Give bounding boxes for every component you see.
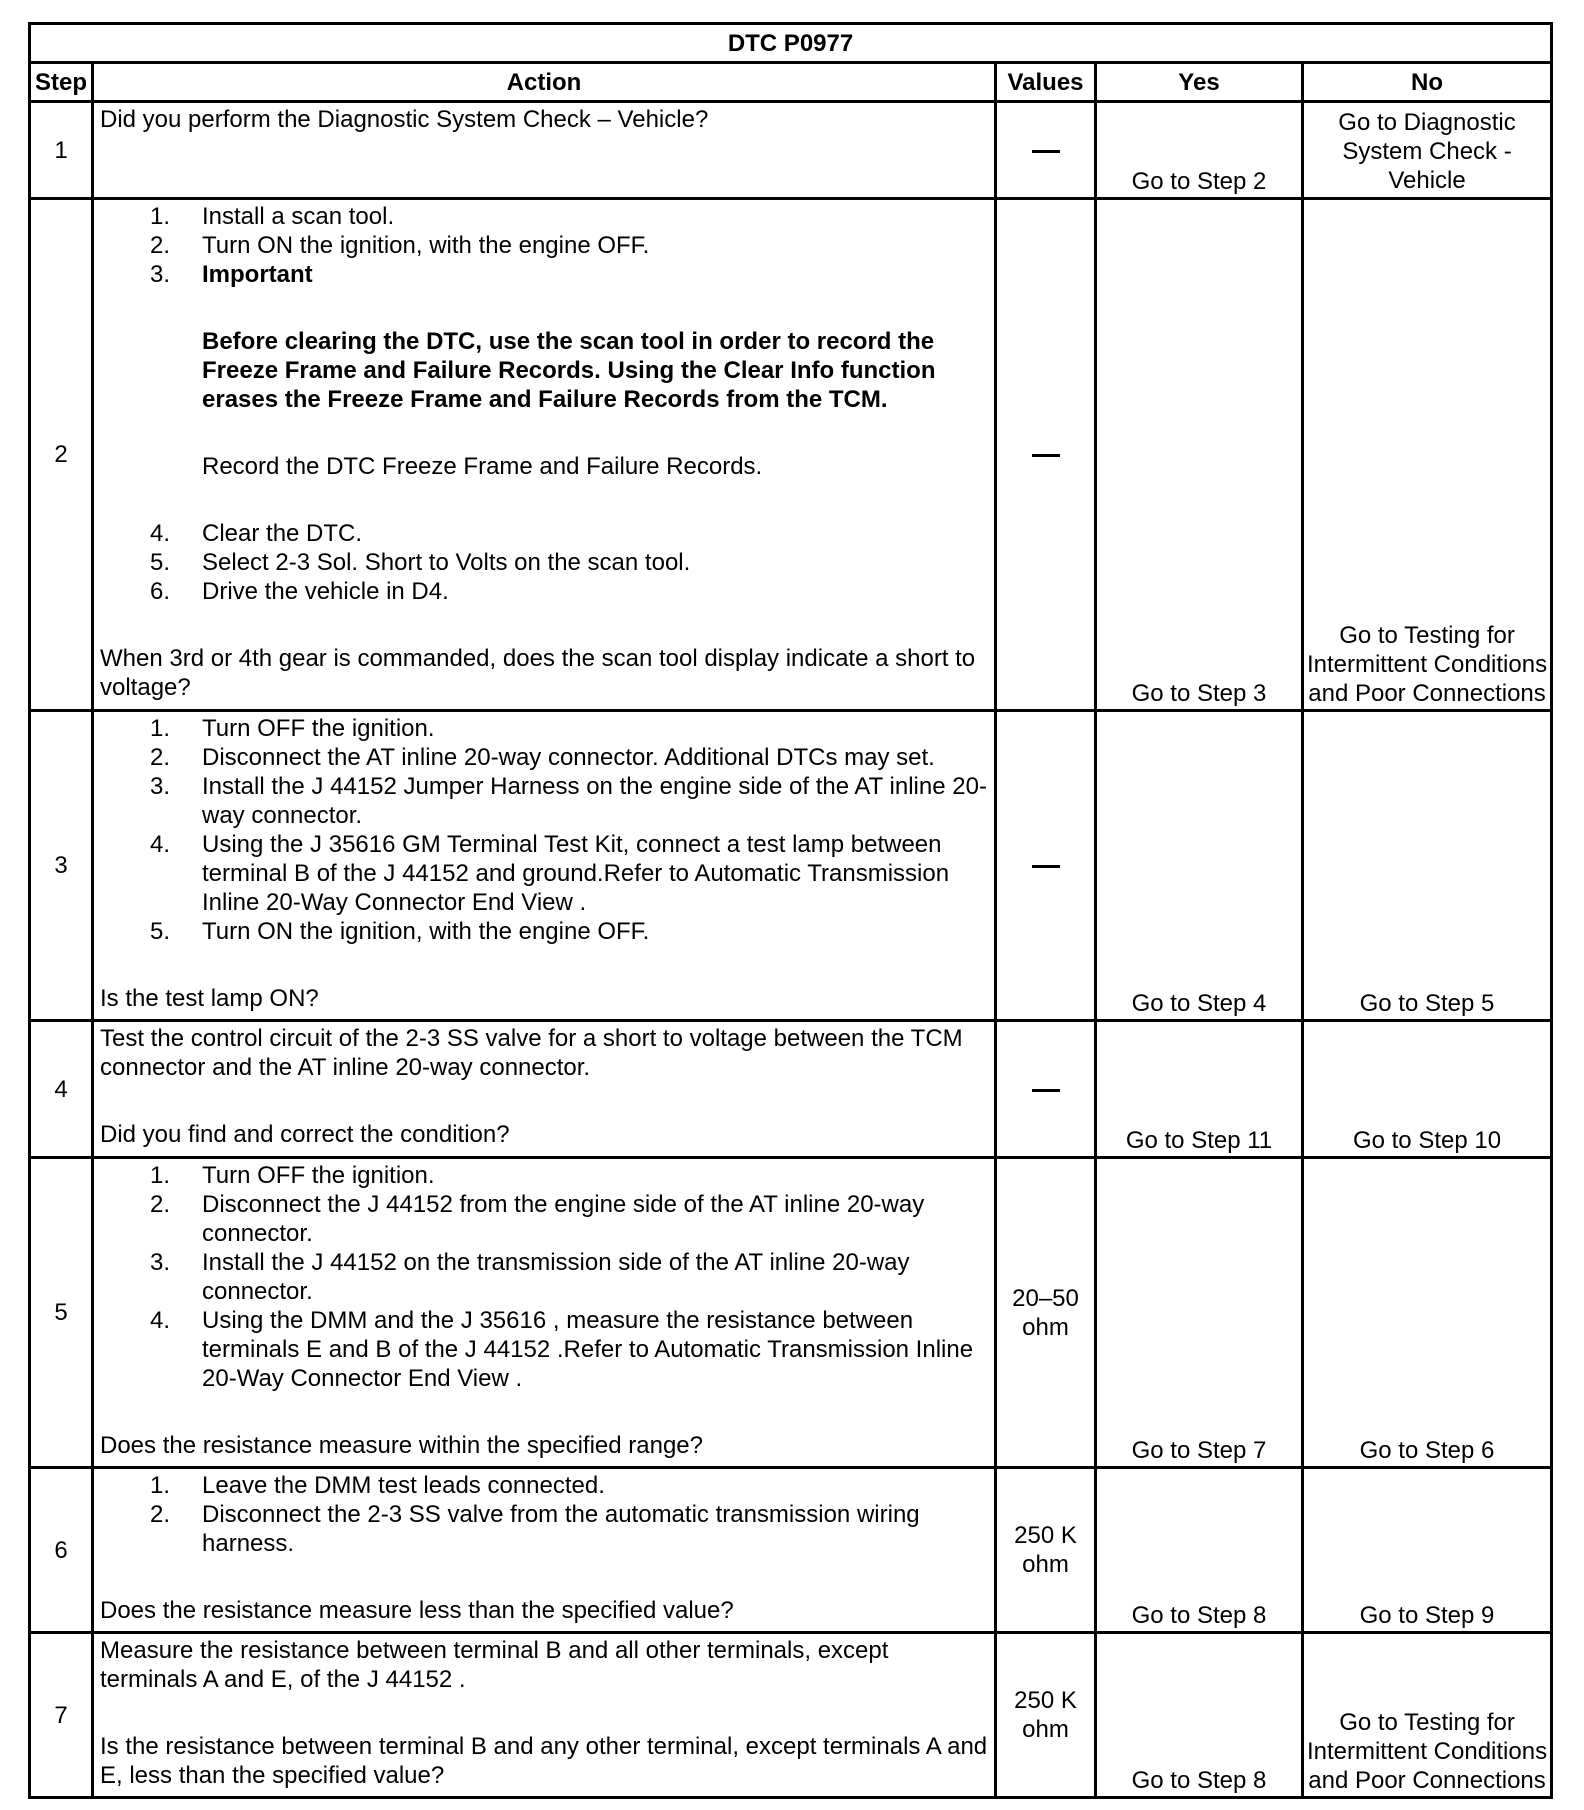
list-item: 5. Turn ON the ignition, with the engine OFF. — [149, 918, 650, 945]
step-number: 1 — [30, 102, 93, 199]
list-item: 1. Turn OFF the ignition. — [149, 1162, 435, 1189]
yes-cell: Go to Step 3 — [1096, 199, 1303, 711]
list-item: 5. Select 2-3 Sol. Short to Volts on the scan tool. — [149, 549, 691, 576]
step-number: 2 — [30, 199, 93, 711]
list-item: 4. Using the J 35616 GM Terminal Test Kit, connect a test lamp between terminal B of the J 44152 and ground.Refer to Automatic Transmission Inline 20-Way Connector End View . — [149, 831, 950, 916]
action-cell — [93, 199, 996, 711]
list-item: 2. Disconnect the 2-3 SS valve from the automatic transmission wiring harness. — [149, 1501, 920, 1557]
values-cell — [996, 711, 1096, 1021]
list-item: 2. Disconnect the J 44152 from the engine side of the AT inline 20-way connector. — [149, 1191, 925, 1247]
action-cell — [93, 1158, 996, 1468]
header-yes: Yes — [1096, 63, 1303, 102]
yes-cell: Go to Step 2 — [1096, 102, 1303, 199]
action-cell — [93, 1468, 996, 1633]
step-number: 6 — [30, 1468, 93, 1633]
yes-cell: Go to Step 8 — [1096, 1468, 1303, 1633]
list-item: 1. Turn OFF the ignition. — [149, 715, 435, 742]
action-text: Did you perform the Diagnostic System Check – Vehicle? — [100, 106, 709, 133]
dash-mark — [1032, 454, 1060, 457]
table-row — [30, 1021, 1552, 1158]
step-number: 3 — [30, 711, 93, 1021]
list-item: 2. Turn ON the ignition, with the engine OFF. — [149, 232, 650, 259]
list-item: 4. Using the DMM and the J 35616 , measure the resistance between terminals E and B of the J 44152 .Refer to Automatic Transmission Inline 20-Way Connector End View . — [149, 1307, 974, 1392]
values-cell — [996, 1021, 1096, 1158]
question-text: Is the test lamp ON? — [100, 985, 319, 1012]
action-cell — [93, 1021, 996, 1158]
header-action: Action — [93, 63, 996, 102]
list-item: 1. Install a scan tool. — [149, 203, 395, 230]
list-item: 4. Clear the DTC. — [149, 520, 363, 547]
action-text: Measure the resistance between terminal B and all other terminals, except terminals A and E, of the J 44152 . — [100, 1637, 889, 1693]
question-text: When 3rd or 4th gear is commanded, does the scan tool display indicate a short to voltage? — [100, 645, 976, 701]
step-number: 7 — [30, 1633, 93, 1798]
header-values: Values — [996, 63, 1096, 102]
dtc-table — [28, 22, 1553, 1799]
yes-cell: Go to Step 7 — [1096, 1158, 1303, 1468]
values-cell — [996, 102, 1096, 199]
question-text: Does the resistance measure less than the specified value? — [100, 1597, 734, 1624]
list-item: 3. Install the J 44152 on the transmission side of the AT inline 20-way connector. — [149, 1249, 910, 1305]
no-cell: Go to Step 10 — [1303, 1021, 1552, 1158]
action-cell — [93, 711, 996, 1021]
dash-mark — [1032, 150, 1060, 153]
no-cell: Go to Step 9 — [1303, 1468, 1552, 1633]
dash-mark — [1032, 1089, 1060, 1092]
action-cell — [93, 102, 996, 199]
question-text: Does the resistance measure within the specified range? — [100, 1432, 703, 1459]
values-cell: 250 K ohm — [996, 1468, 1096, 1633]
question-text: Did you find and correct the condition? — [100, 1121, 510, 1148]
table-title: DTC P0977 — [30, 24, 1552, 63]
values-cell — [996, 199, 1096, 711]
no-cell: Go to Step 6 — [1303, 1158, 1552, 1468]
action-text: Test the control circuit of the 2-3 SS valve for a short to voltage between the TCM connector and the AT inline 20-way connector. — [100, 1025, 963, 1081]
question-text: Is the resistance between terminal B and any other terminal, except terminals A and E, less than the specified value? — [100, 1733, 988, 1789]
no-cell: Go to Testing for Intermittent Conditions and Poor Connections — [1303, 1633, 1552, 1798]
list-item: 3. Important — [149, 261, 313, 288]
header-step: Step — [30, 63, 93, 102]
values-cell: 250 K ohm — [996, 1633, 1096, 1798]
list-item: 1. Leave the DMM test leads connected. — [149, 1472, 605, 1499]
list-item: 6. Drive the vehicle in D4. — [149, 578, 449, 605]
yes-cell: Go to Step 4 — [1096, 711, 1303, 1021]
no-cell: Go to Step 5 — [1303, 711, 1552, 1021]
list-item: 2. Disconnect the AT inline 20-way connector. Additional DTCs may set. — [149, 744, 935, 771]
table-row — [30, 1158, 1552, 1468]
yes-cell: Go to Step 8 — [1096, 1633, 1303, 1798]
record-note: Record the DTC Freeze Frame and Failure Records. — [202, 453, 763, 480]
no-cell: Go to Testing for Intermittent Conditions and Poor Connections — [1303, 199, 1552, 711]
values-cell: 20–50 ohm — [996, 1158, 1096, 1468]
step-number: 4 — [30, 1021, 93, 1158]
table-row — [30, 102, 1552, 199]
action-cell — [93, 1633, 996, 1798]
table-row — [30, 199, 1552, 711]
step-number: 5 — [30, 1158, 93, 1468]
list-item: 3. Install the J 44152 Jumper Harness on the engine side of the AT inline 20-way connector. — [149, 773, 987, 829]
table-row — [30, 1468, 1552, 1633]
dash-mark — [1032, 865, 1060, 868]
important-note: Before clearing the DTC, use the scan tool in order to record the Freeze Frame and Failure Records. Using the Clear Info function erases the Freeze Frame and Failure Records from the TCM. — [202, 328, 936, 413]
no-cell: Go to Diagnostic System Check - Vehicle — [1303, 102, 1552, 199]
table-row — [30, 1633, 1552, 1798]
header-no: No — [1303, 63, 1552, 102]
yes-cell: Go to Step 11 — [1096, 1021, 1303, 1158]
table-row — [30, 711, 1552, 1021]
header-row — [30, 63, 1552, 102]
